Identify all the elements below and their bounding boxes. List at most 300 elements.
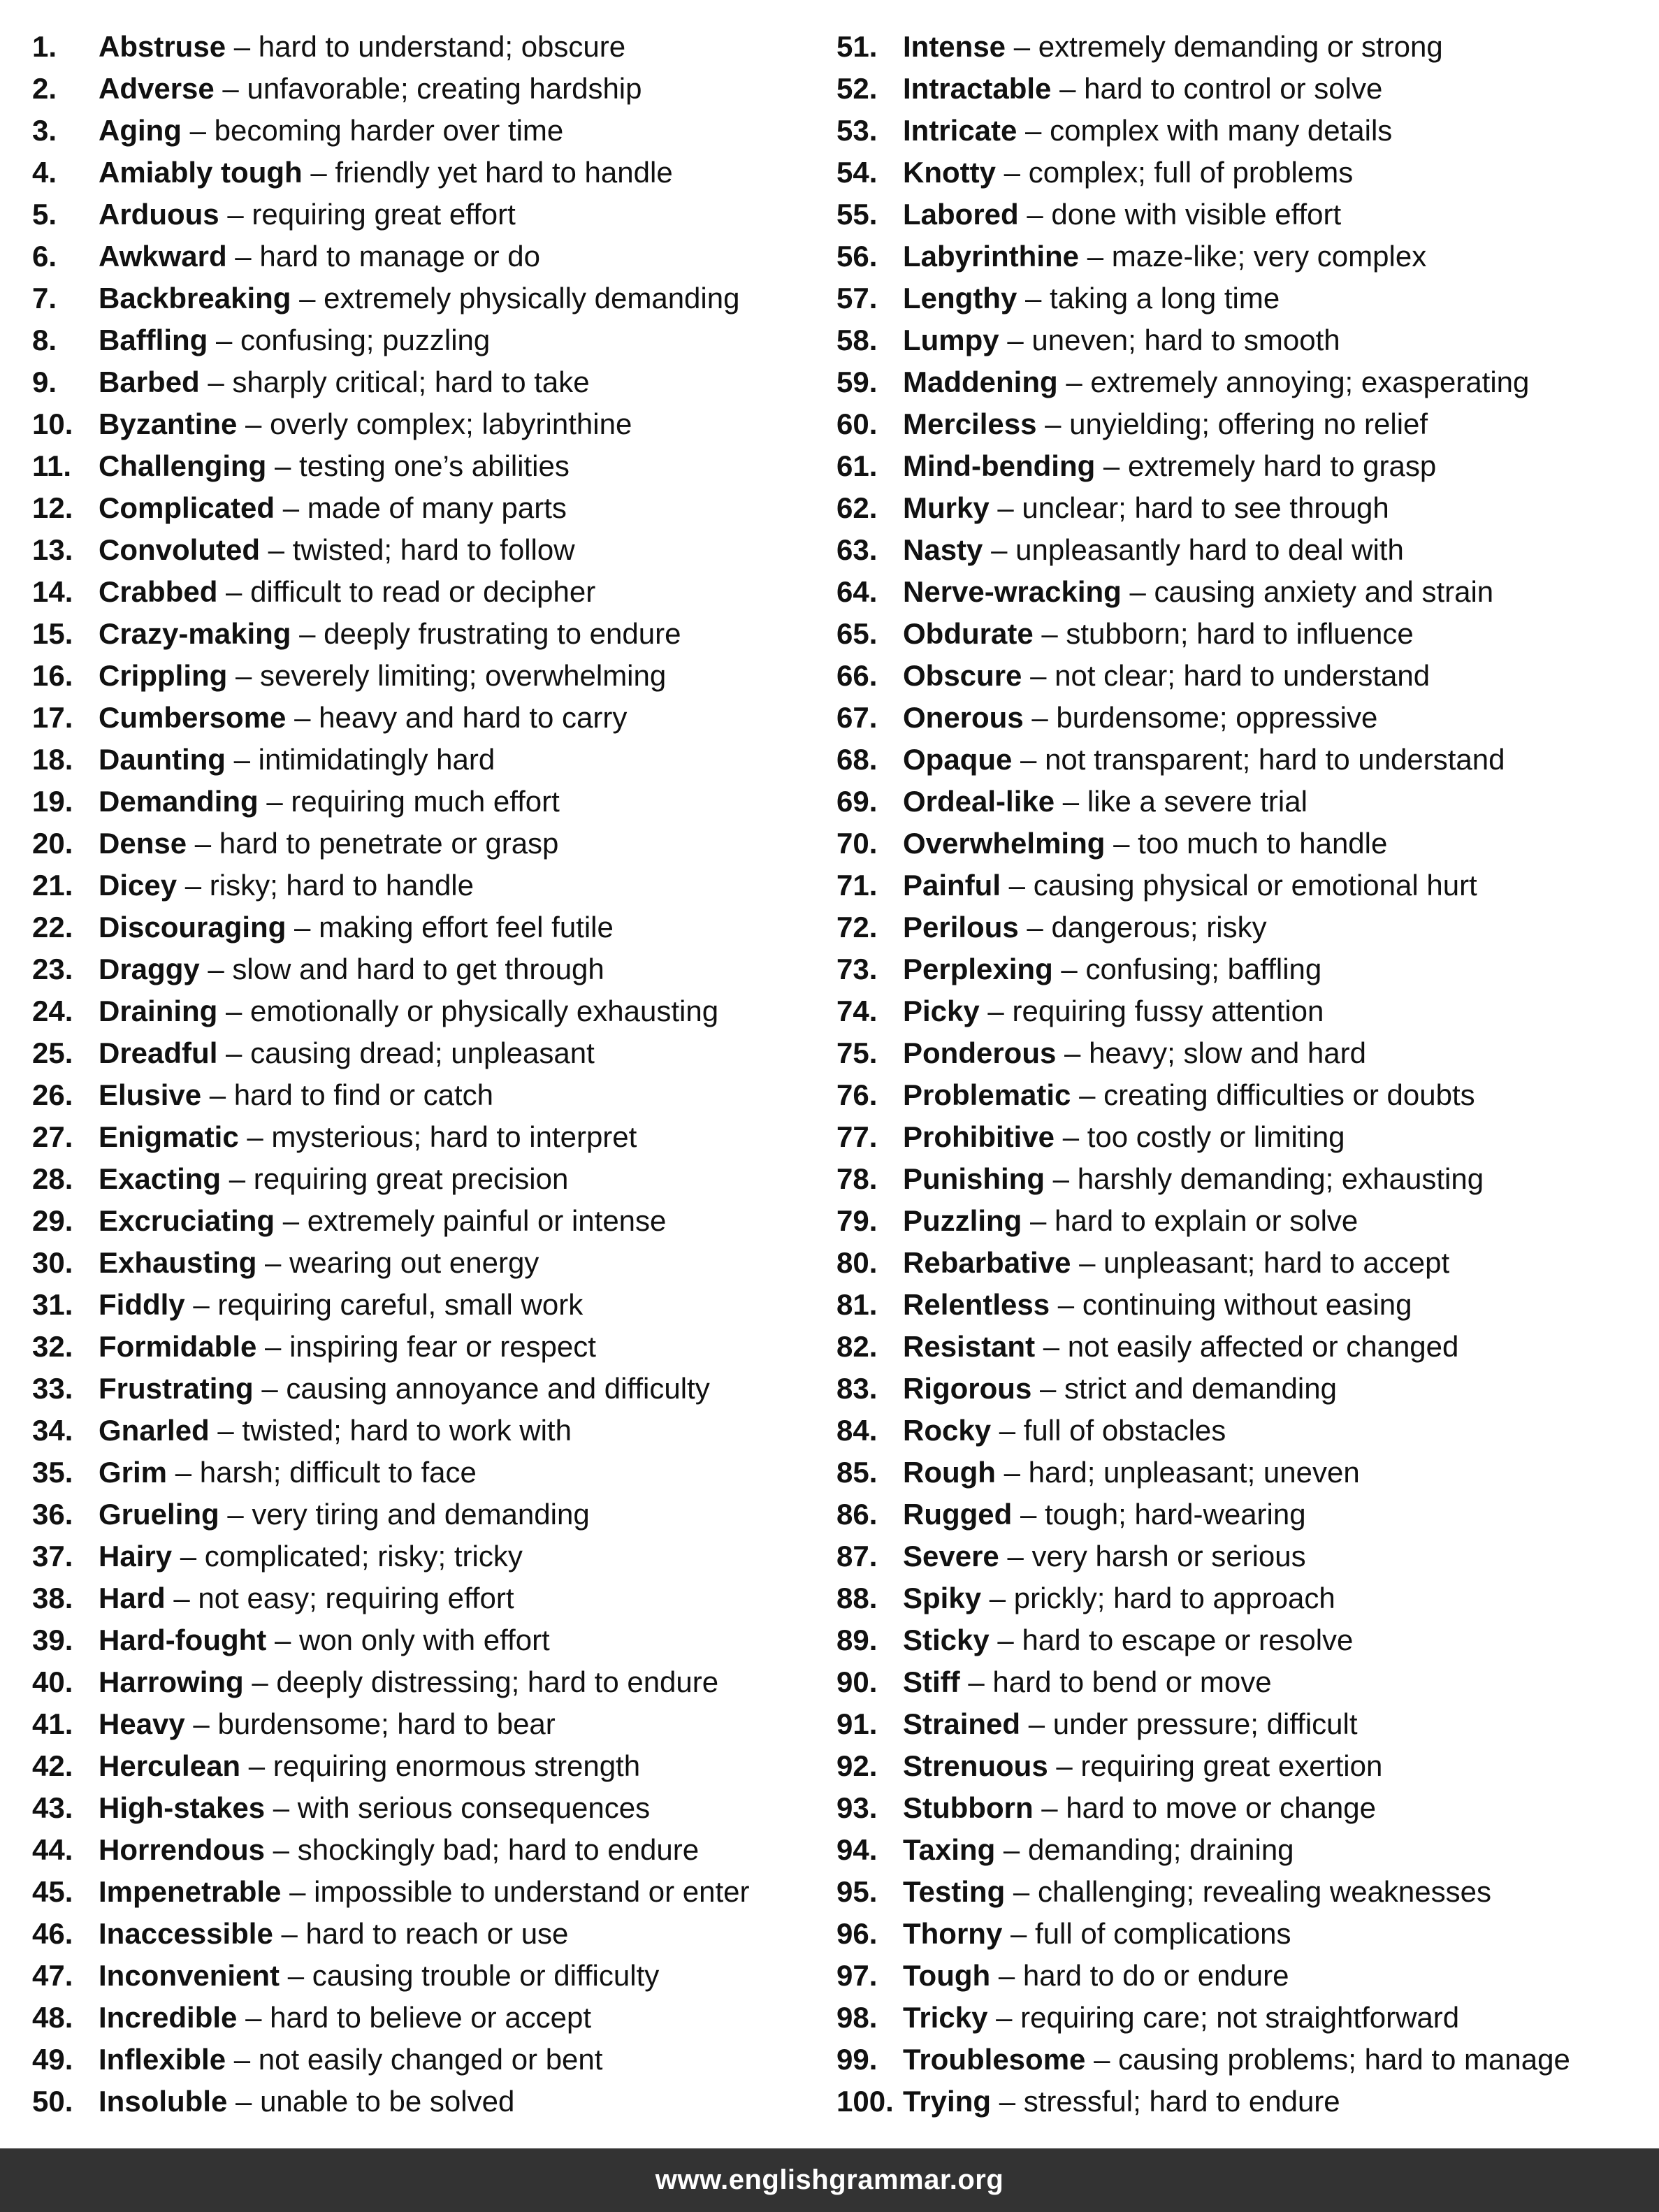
- entry-separator: –: [217, 575, 251, 608]
- list-item: [836, 487, 1654, 529]
- list-item: [32, 68, 815, 110]
- entry-definition: impossible to understand or enter: [314, 1875, 750, 1908]
- entry-separator: –: [1121, 575, 1154, 608]
- entry-word: Herculean: [99, 1749, 241, 1782]
- entry-number: 1.: [32, 30, 57, 63]
- entry-definition: twisted; hard to follow: [292, 533, 575, 566]
- entry-number: 23.: [32, 953, 73, 985]
- entry-definition: requiring fussy attention: [1012, 995, 1324, 1027]
- entry-definition: confusing; baffling: [1085, 953, 1322, 985]
- entry-word: Relentless: [903, 1288, 1050, 1321]
- entry-separator: –: [1018, 198, 1052, 231]
- entry-separator: –: [227, 659, 261, 692]
- entry-separator: –: [1012, 1498, 1045, 1531]
- entry-number: 34.: [32, 1414, 73, 1447]
- entry-definition: stubborn; hard to influence: [1066, 617, 1414, 650]
- entry-word: Merciless: [903, 407, 1037, 440]
- entry-number: 46.: [32, 1917, 73, 1950]
- list-item: [836, 906, 1654, 948]
- list-item: [836, 1074, 1654, 1116]
- entry-word: Discouraging: [99, 911, 287, 944]
- entry-definition: deeply distressing; hard to endure: [276, 1665, 719, 1698]
- entry-word: High-stakes: [99, 1791, 266, 1824]
- entry-separator: –: [187, 827, 219, 860]
- entry-separator: –: [240, 1749, 273, 1782]
- entry-number: 84.: [836, 1414, 878, 1447]
- list-item: [836, 1955, 1654, 1997]
- list-item: [836, 1452, 1654, 1494]
- entry-definition: prickly; hard to approach: [1013, 1582, 1335, 1614]
- list-item: [836, 1535, 1654, 1577]
- entry-definition: hard to penetrate or grasp: [219, 827, 559, 860]
- list-item: [32, 1200, 815, 1242]
- entry-word: Ponderous: [903, 1036, 1057, 1069]
- entry-number: 33.: [32, 1372, 73, 1405]
- list-item: [836, 529, 1654, 571]
- entry-word: Testing: [903, 1875, 1006, 1908]
- entry-definition: not easily changed or bent: [258, 2043, 603, 2076]
- entry-number: 74.: [836, 995, 878, 1027]
- entry-definition: friendly yet hard to handle: [335, 156, 673, 189]
- list-item: [32, 1326, 815, 1368]
- entry-word: Intricate: [903, 114, 1017, 147]
- list-item: [32, 152, 815, 194]
- list-item: [32, 1535, 815, 1577]
- list-item: [836, 1997, 1654, 2039]
- entry-separator: –: [1022, 659, 1055, 692]
- entry-number: 73.: [836, 953, 878, 985]
- footer-banner: [0, 2148, 1659, 2212]
- entry-definition: causing annoyance and difficulty: [286, 1372, 710, 1405]
- entry-number: 97.: [836, 1959, 878, 1992]
- entry-separator: –: [266, 449, 300, 482]
- entry-separator: –: [990, 1959, 1023, 1992]
- entry-number: 37.: [32, 1540, 73, 1573]
- entry-separator: –: [1048, 1749, 1081, 1782]
- entry-definition: very tiring and demanding: [252, 1498, 590, 1531]
- entry-number: 2.: [32, 72, 57, 105]
- entry-definition: deeply frustrating to endure: [324, 617, 681, 650]
- entry-separator: –: [265, 1791, 298, 1824]
- entry-separator: –: [1005, 1875, 1038, 1908]
- entry-word: Painful: [903, 869, 1001, 902]
- entry-separator: –: [302, 156, 335, 189]
- entry-number: 31.: [32, 1288, 73, 1321]
- entry-number: 20.: [32, 827, 73, 860]
- entry-number: 16.: [32, 659, 73, 692]
- entry-separator: –: [281, 1875, 314, 1908]
- entry-definition: with serious consequences: [297, 1791, 651, 1824]
- entry-separator: –: [1017, 282, 1050, 315]
- entry-definition: not transparent; hard to understand: [1045, 743, 1505, 776]
- entry-separator: –: [219, 198, 252, 231]
- entry-separator: –: [291, 617, 324, 650]
- entry-word: Backbreaking: [99, 282, 291, 315]
- entry-number: 4.: [32, 156, 57, 189]
- entry-word: Grueling: [99, 1498, 219, 1531]
- entry-separator: –: [258, 785, 291, 818]
- entry-word: Demanding: [99, 785, 259, 818]
- entry-separator: –: [256, 1246, 290, 1279]
- entry-separator: –: [983, 533, 1016, 566]
- entry-number: 63.: [836, 533, 878, 566]
- entry-definition: unpleasantly hard to deal with: [1015, 533, 1404, 566]
- entry-word: Heavy: [99, 1707, 185, 1740]
- entry-word: Maddening: [903, 366, 1058, 398]
- entry-word: Dense: [99, 827, 187, 860]
- entry-word: Perilous: [903, 911, 1019, 944]
- entry-word: Picky: [903, 995, 980, 1027]
- entry-definition: complex with many details: [1050, 114, 1393, 147]
- list-item: [836, 1913, 1654, 1955]
- list-item: [836, 2081, 1654, 2123]
- entry-definition: requiring great effort: [252, 198, 516, 231]
- list-item: [32, 948, 815, 990]
- entry-number: 9.: [32, 366, 57, 398]
- entry-word: Draggy: [99, 953, 200, 985]
- entry-separator: –: [991, 1414, 1024, 1447]
- entry-word: Rigorous: [903, 1372, 1032, 1405]
- entry-definition: extremely physically demanding: [324, 282, 740, 315]
- entry-separator: –: [1095, 449, 1128, 482]
- entry-number: 91.: [836, 1707, 878, 1740]
- list-item: [32, 1913, 815, 1955]
- entry-definition: won only with effort: [298, 1624, 550, 1656]
- entry-separator: –: [991, 2085, 1024, 2118]
- entry-separator: –: [1023, 701, 1057, 734]
- list-item: [836, 110, 1654, 152]
- entry-number: 82.: [836, 1330, 878, 1363]
- entry-number: 62.: [836, 491, 878, 524]
- entry-number: 17.: [32, 701, 73, 734]
- website-url: www.englishgrammar.org: [655, 2164, 1004, 2195]
- entry-separator: –: [1085, 2043, 1119, 2076]
- entry-number: 26.: [32, 1078, 73, 1111]
- list-item: [836, 1368, 1654, 1410]
- entry-separator: –: [226, 2043, 259, 2076]
- entry-number: 28.: [32, 1162, 73, 1195]
- entry-definition: hard to believe or accept: [270, 2001, 592, 2034]
- list-item: [32, 1368, 815, 1410]
- entry-definition: dangerous; risky: [1051, 911, 1267, 944]
- entry-number: 43.: [32, 1791, 73, 1824]
- list-item: [836, 655, 1654, 697]
- entry-word: Intractable: [903, 72, 1052, 105]
- list-item: [32, 529, 815, 571]
- list-item: [32, 865, 815, 906]
- list-item: [32, 2039, 815, 2081]
- entry-number: 92.: [836, 1749, 878, 1782]
- list-item: [32, 1997, 815, 2039]
- entry-separator: –: [1050, 1288, 1082, 1321]
- entry-word: Cumbersome: [99, 701, 287, 734]
- entry-separator: –: [225, 743, 259, 776]
- entry-definition: under pressure; difficult: [1052, 1707, 1358, 1740]
- entry-word: Tricky: [903, 2001, 988, 2034]
- entry-definition: making effort feel futile: [319, 911, 614, 944]
- entry-definition: harsh; difficult to face: [199, 1456, 477, 1489]
- entry-separator: –: [1017, 114, 1050, 147]
- entry-separator: –: [1031, 1372, 1065, 1405]
- list-item: [836, 948, 1654, 990]
- list-item: [32, 990, 815, 1032]
- list-item: [32, 1032, 815, 1074]
- entry-number: 64.: [836, 575, 878, 608]
- entry-number: 98.: [836, 2001, 878, 2034]
- entry-definition: slow and hard to get through: [232, 953, 604, 985]
- entry-number: 41.: [32, 1707, 73, 1740]
- entry-number: 65.: [836, 617, 878, 650]
- entry-word: Sticky: [903, 1624, 990, 1656]
- entry-word: Hard: [99, 1582, 166, 1614]
- entry-number: 21.: [32, 869, 73, 902]
- list-item: [836, 613, 1654, 655]
- entry-number: 66.: [836, 659, 878, 692]
- list-item: [836, 1871, 1654, 1913]
- entry-definition: requiring great precision: [253, 1162, 569, 1195]
- entry-definition: difficult to read or decipher: [250, 575, 596, 608]
- list-item: [836, 277, 1654, 319]
- entry-number: 67.: [836, 701, 878, 734]
- list-item: [836, 1116, 1654, 1158]
- list-item: [836, 2039, 1654, 2081]
- list-item: [32, 1410, 815, 1452]
- entry-separator: –: [1018, 911, 1052, 944]
- entry-number: 96.: [836, 1917, 878, 1950]
- entry-definition: hard to move or change: [1066, 1791, 1376, 1824]
- entry-definition: done with visible effort: [1051, 198, 1342, 231]
- entry-definition: demanding; draining: [1027, 1833, 1294, 1866]
- entry-word: Gnarled: [99, 1414, 210, 1447]
- entry-separator: –: [999, 324, 1032, 356]
- entry-separator: –: [209, 1414, 242, 1447]
- entry-definition: harshly demanding; exhausting: [1077, 1162, 1484, 1195]
- entry-word: Knotty: [903, 156, 996, 189]
- list-item: [836, 697, 1654, 739]
- list-item: [836, 1326, 1654, 1368]
- entry-definition: overly complex; labyrinthine: [270, 407, 632, 440]
- entry-number: 36.: [32, 1498, 73, 1531]
- list-item: [32, 2081, 815, 2123]
- list-item: [32, 194, 815, 236]
- entry-separator: –: [1079, 240, 1112, 273]
- entry-definition: testing one’s abilities: [299, 449, 570, 482]
- entry-word: Lengthy: [903, 282, 1017, 315]
- entry-separator: –: [959, 1665, 993, 1698]
- entry-separator: –: [219, 1498, 252, 1531]
- entry-separator: –: [1006, 30, 1038, 63]
- entry-number: 50.: [32, 2085, 73, 2118]
- entry-word: Arduous: [99, 198, 219, 231]
- list-item: [836, 1494, 1654, 1535]
- list-item: [836, 445, 1654, 487]
- entry-definition: requiring great exertion: [1080, 1749, 1383, 1782]
- entry-separator: –: [280, 1959, 312, 1992]
- entry-separator: –: [1022, 1204, 1055, 1237]
- list-item: [32, 906, 815, 948]
- list-item: [32, 1577, 815, 1619]
- entry-number: 38.: [32, 1582, 73, 1614]
- list-item: [836, 152, 1654, 194]
- entry-number: 58.: [836, 324, 878, 356]
- list-item: [32, 1452, 815, 1494]
- entry-number: 81.: [836, 1288, 878, 1321]
- entry-number: 70.: [836, 827, 878, 860]
- list-item: [836, 865, 1654, 906]
- entry-word: Crabbed: [99, 575, 218, 608]
- entry-definition: heavy and hard to carry: [319, 701, 628, 734]
- list-item: [32, 1116, 815, 1158]
- list-item: [32, 697, 815, 739]
- entry-definition: not easy; requiring effort: [198, 1582, 514, 1614]
- entry-definition: maze-like; very complex: [1111, 240, 1427, 273]
- list-item: [836, 361, 1654, 403]
- entry-separator: –: [1012, 743, 1045, 776]
- entry-definition: requiring care; not straightforward: [1020, 2001, 1460, 2034]
- entry-separator: –: [217, 1036, 251, 1069]
- list-item: [836, 1787, 1654, 1829]
- entry-number: 3.: [32, 114, 57, 147]
- entry-number: 29.: [32, 1204, 73, 1237]
- entry-separator: –: [259, 533, 293, 566]
- entry-definition: confusing; puzzling: [240, 324, 491, 356]
- entry-word: Enigmatic: [99, 1120, 239, 1153]
- entry-definition: requiring enormous strength: [273, 1749, 641, 1782]
- entry-number: 94.: [836, 1833, 878, 1866]
- entry-number: 49.: [32, 2043, 73, 2076]
- list-item: [836, 403, 1654, 445]
- entry-word: Opaque: [903, 743, 1013, 776]
- entry-word: Draining: [99, 995, 218, 1027]
- entry-number: 35.: [32, 1456, 73, 1489]
- entry-separator: –: [165, 1582, 198, 1614]
- entry-definition: creating difficulties or doubts: [1103, 1078, 1475, 1111]
- entry-definition: sharply critical; hard to take: [232, 366, 590, 398]
- entry-word: Convoluted: [99, 533, 260, 566]
- entry-word: Trying: [903, 2085, 992, 2118]
- entry-number: 8.: [32, 324, 57, 356]
- entry-definition: causing anxiety and strain: [1154, 575, 1494, 608]
- entry-separator: –: [1056, 1036, 1089, 1069]
- entry-number: 87.: [836, 1540, 878, 1573]
- entry-separator: –: [214, 72, 247, 105]
- entry-separator: –: [266, 1624, 299, 1656]
- entry-word: Resistant: [903, 1330, 1036, 1363]
- entry-word: Strained: [903, 1707, 1021, 1740]
- entry-definition: not easily affected or changed: [1067, 1330, 1459, 1363]
- list-item: [32, 1242, 815, 1284]
- entry-number: 7.: [32, 282, 57, 315]
- list-item: [836, 739, 1654, 781]
- entry-separator: –: [1105, 827, 1138, 860]
- list-item: [836, 1661, 1654, 1703]
- entry-word: Rough: [903, 1456, 996, 1489]
- entry-separator: –: [273, 1917, 306, 1950]
- entry-separator: –: [1051, 72, 1085, 105]
- entry-separator: –: [286, 911, 319, 944]
- list-item: [836, 1829, 1654, 1871]
- list-item: [32, 445, 815, 487]
- entry-number: 68.: [836, 743, 878, 776]
- entry-separator: –: [1045, 1162, 1078, 1195]
- entry-number: 57.: [836, 282, 878, 315]
- entry-definition: shockingly bad; hard to endure: [297, 1833, 700, 1866]
- list-item: [836, 1745, 1654, 1787]
- entry-definition: causing trouble or difficulty: [312, 1959, 660, 1992]
- entry-definition: extremely annoying; exasperating: [1090, 366, 1530, 398]
- entry-definition: stressful; hard to endure: [1023, 2085, 1340, 2118]
- entry-word: Nerve-wracking: [903, 575, 1122, 608]
- entry-number: 51.: [836, 30, 878, 63]
- entry-word: Hairy: [99, 1540, 173, 1573]
- entry-separator: –: [995, 156, 1029, 189]
- entry-number: 5.: [32, 198, 57, 231]
- entry-word: Inconvenient: [99, 1959, 280, 1992]
- entry-definition: complicated; risky; tricky: [204, 1540, 523, 1573]
- entry-word: Troublesome: [903, 2043, 1086, 2076]
- entry-number: 45.: [32, 1875, 73, 1908]
- entry-number: 72.: [836, 911, 878, 944]
- entry-separator: –: [989, 491, 1022, 524]
- entry-number: 30.: [32, 1246, 73, 1279]
- list-item: [32, 1284, 815, 1326]
- entry-definition: requiring careful, small work: [217, 1288, 584, 1321]
- entry-word: Exhausting: [99, 1246, 257, 1279]
- entry-number: 52.: [836, 72, 878, 105]
- list-item: [32, 1158, 815, 1200]
- entry-word: Puzzling: [903, 1204, 1022, 1237]
- entry-separator: –: [265, 1833, 298, 1866]
- entry-number: 19.: [32, 785, 73, 818]
- entry-word: Labored: [903, 198, 1019, 231]
- entry-separator: –: [291, 282, 324, 315]
- entry-definition: severely limiting; overwhelming: [260, 659, 667, 692]
- entry-number: 24.: [32, 995, 73, 1027]
- entry-word: Complicated: [99, 491, 275, 524]
- entry-number: 88.: [836, 1582, 878, 1614]
- entry-word: Horrendous: [99, 1833, 266, 1866]
- entry-separator: –: [208, 324, 241, 356]
- entry-word: Stiff: [903, 1665, 960, 1698]
- entry-word: Lumpy: [903, 324, 999, 356]
- list-item: [836, 68, 1654, 110]
- entry-number: 80.: [836, 1246, 878, 1279]
- entry-definition: extremely demanding or strong: [1038, 30, 1443, 63]
- list-item: [836, 236, 1654, 277]
- entry-separator: –: [227, 2085, 261, 2118]
- entry-definition: hard to manage or do: [259, 240, 540, 273]
- list-item: [32, 277, 815, 319]
- entry-definition: very harsh or serious: [1031, 1540, 1306, 1573]
- entry-word: Obdurate: [903, 617, 1034, 650]
- entry-word: Adverse: [99, 72, 215, 105]
- entry-number: 11.: [32, 449, 72, 482]
- list-item: [32, 1745, 815, 1787]
- entry-separator: –: [981, 1582, 1014, 1614]
- entry-number: 47.: [32, 1959, 73, 1992]
- list-item: [32, 823, 815, 865]
- list-item: [32, 739, 815, 781]
- entry-word: Inflexible: [99, 2043, 226, 2076]
- entry-word: Barbed: [99, 366, 200, 398]
- entry-word: Problematic: [903, 1078, 1071, 1111]
- list-item: [836, 1032, 1654, 1074]
- list-item: [836, 319, 1654, 361]
- entry-definition: strict and demanding: [1064, 1372, 1337, 1405]
- list-item: [836, 1577, 1654, 1619]
- entry-separator: –: [226, 30, 259, 63]
- entry-word: Dreadful: [99, 1036, 218, 1069]
